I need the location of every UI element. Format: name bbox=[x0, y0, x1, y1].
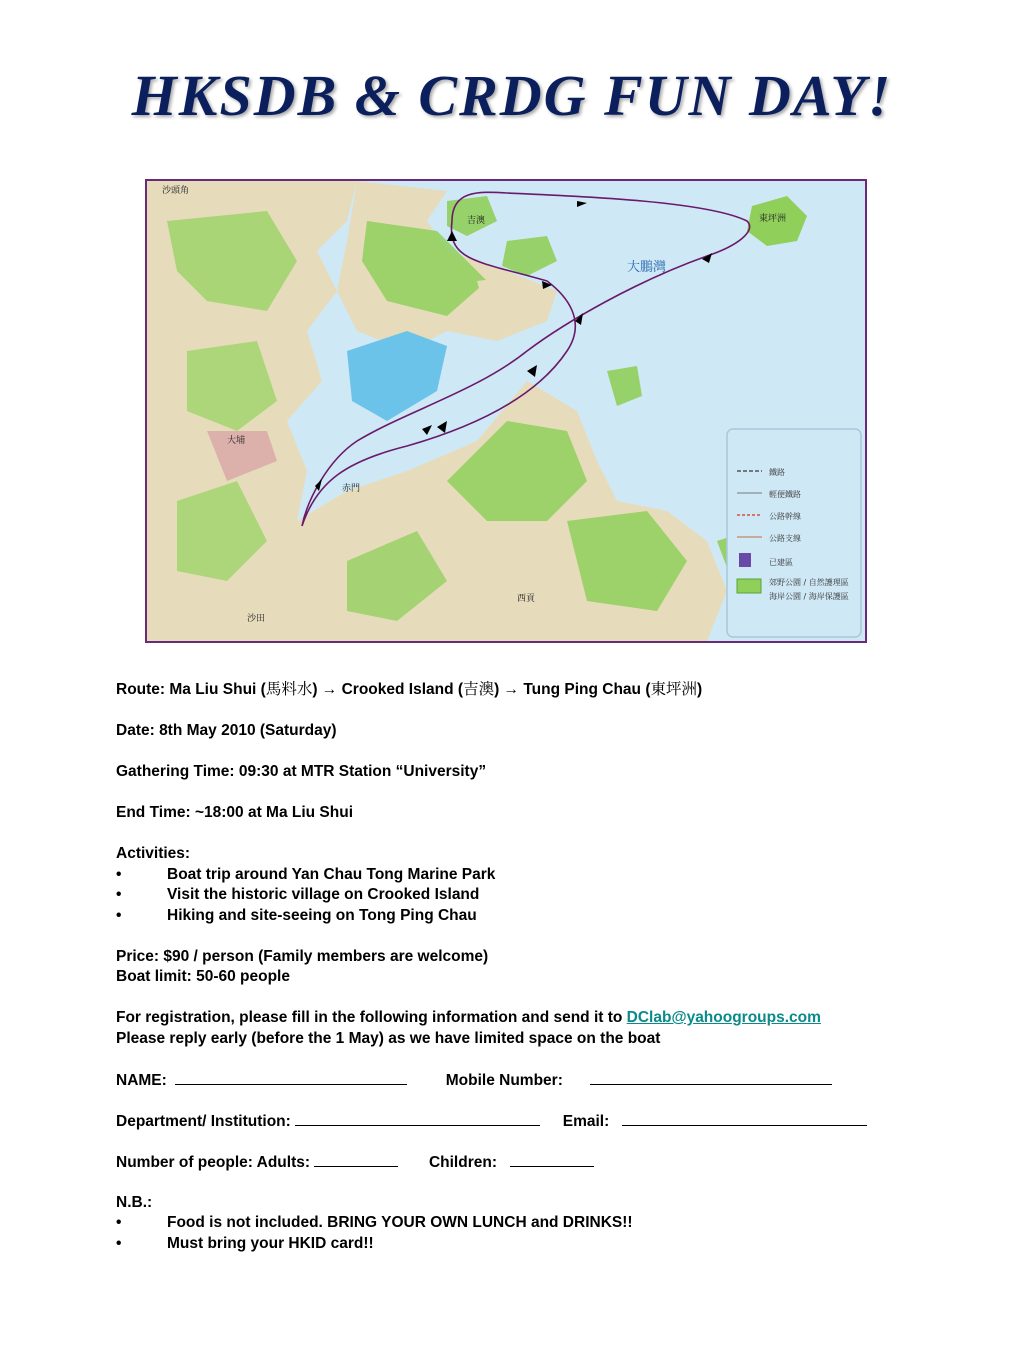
map-place-label: 吉澳 bbox=[467, 216, 486, 226]
route-stop-tung-ping-chau-cjk: 東坪洲 bbox=[650, 681, 698, 698]
map-legend-label: 郊野公園 / 自然護理區 bbox=[769, 578, 849, 587]
mobile-label: Mobile Number: bbox=[445, 1071, 563, 1089]
map-legend-label: 公路支線 bbox=[769, 534, 801, 543]
activity-item: • Hiking and site-seeing on Tong Ping Chau bbox=[116, 906, 477, 924]
end-time: End Time: ~18:00 at Ma Liu Shui bbox=[116, 804, 354, 821]
children-label: Children: bbox=[428, 1153, 497, 1171]
map-place-label: 沙頭角 bbox=[162, 186, 190, 196]
gathering-time: Gathering Time: 09:30 at MTR Station “University” bbox=[116, 763, 487, 780]
map-legend-label: 海岸公園 / 海岸保護區 bbox=[769, 592, 849, 601]
map-place-label: 西貢 bbox=[517, 594, 536, 604]
event-date: Date: 8th May 2010 (Saturday) bbox=[116, 722, 337, 739]
map-image bbox=[147, 181, 865, 641]
boat-limit: Boat limit: 50-60 people bbox=[116, 968, 290, 985]
map-place-label: 沙田 bbox=[247, 614, 266, 624]
page-title: HKSDB & CRDG FUN DAY! bbox=[131, 63, 893, 128]
price: Price: $90 / person (Family members are welcome) bbox=[116, 947, 489, 965]
registration-instructions: For registration, please fill in the following information and send it to DClab@yahoogroups.com bbox=[116, 1009, 821, 1026]
registration-email-link[interactable]: DClab@yahoogroups.com bbox=[626, 1009, 821, 1026]
activity-item: • Boat trip around Yan Chau Tong Marine Park bbox=[116, 865, 496, 883]
mobile-number-field[interactable] bbox=[590, 1070, 832, 1085]
map-place-label: 大鵬灣 bbox=[627, 260, 667, 275]
map-legend-label: 鐵路 bbox=[769, 468, 785, 477]
name-field[interactable] bbox=[175, 1070, 407, 1085]
map-place-label: 東坪洲 bbox=[759, 214, 787, 224]
reply-notice: Please reply early (before the 1 May) as we have limited space on the boat bbox=[116, 1029, 661, 1047]
route-map bbox=[145, 179, 867, 643]
notes-heading: N.B.: bbox=[116, 1193, 153, 1211]
map-legend-label: 輕便鐵路 bbox=[769, 490, 801, 499]
name-mobile-row bbox=[116, 1070, 936, 1091]
adults-field[interactable] bbox=[314, 1152, 398, 1167]
department-email-row bbox=[116, 1111, 936, 1132]
activity-item: • Visit the historic village on Crooked Island bbox=[116, 886, 480, 903]
note-item: • Must bring your HKID card!! bbox=[116, 1234, 374, 1252]
children-field[interactable] bbox=[510, 1152, 594, 1167]
route-stop-crooked-island-cjk: 吉澳 bbox=[463, 681, 495, 698]
route-stop-ma-liu-shui-cjk: 馬料水 bbox=[265, 681, 313, 698]
email-field[interactable] bbox=[622, 1111, 867, 1126]
map-legend-label: 公路幹線 bbox=[769, 512, 801, 521]
department-label: Department/ Institution: bbox=[116, 1112, 291, 1130]
people-count-row bbox=[116, 1152, 936, 1173]
adults-label: Number of people: Adults: bbox=[116, 1153, 311, 1171]
map-place-label: 赤門 bbox=[342, 484, 361, 494]
name-label: NAME: bbox=[116, 1071, 167, 1089]
map-place-label: 大埔 bbox=[227, 436, 246, 446]
event-details bbox=[116, 680, 936, 1254]
route-line: Route: Ma Liu Shui (馬料水) → Crooked Island (吉澳) → Tung Ping Chau (東坪洲) bbox=[116, 681, 703, 698]
activities-heading: Activities: bbox=[116, 845, 191, 862]
department-field[interactable] bbox=[295, 1111, 540, 1126]
email-label: Email: bbox=[562, 1112, 610, 1130]
note-item: • Food is not included. BRING YOUR OWN LUNCH and DRINKS!! bbox=[116, 1214, 633, 1231]
map-legend-label: 已建區 bbox=[769, 558, 793, 567]
